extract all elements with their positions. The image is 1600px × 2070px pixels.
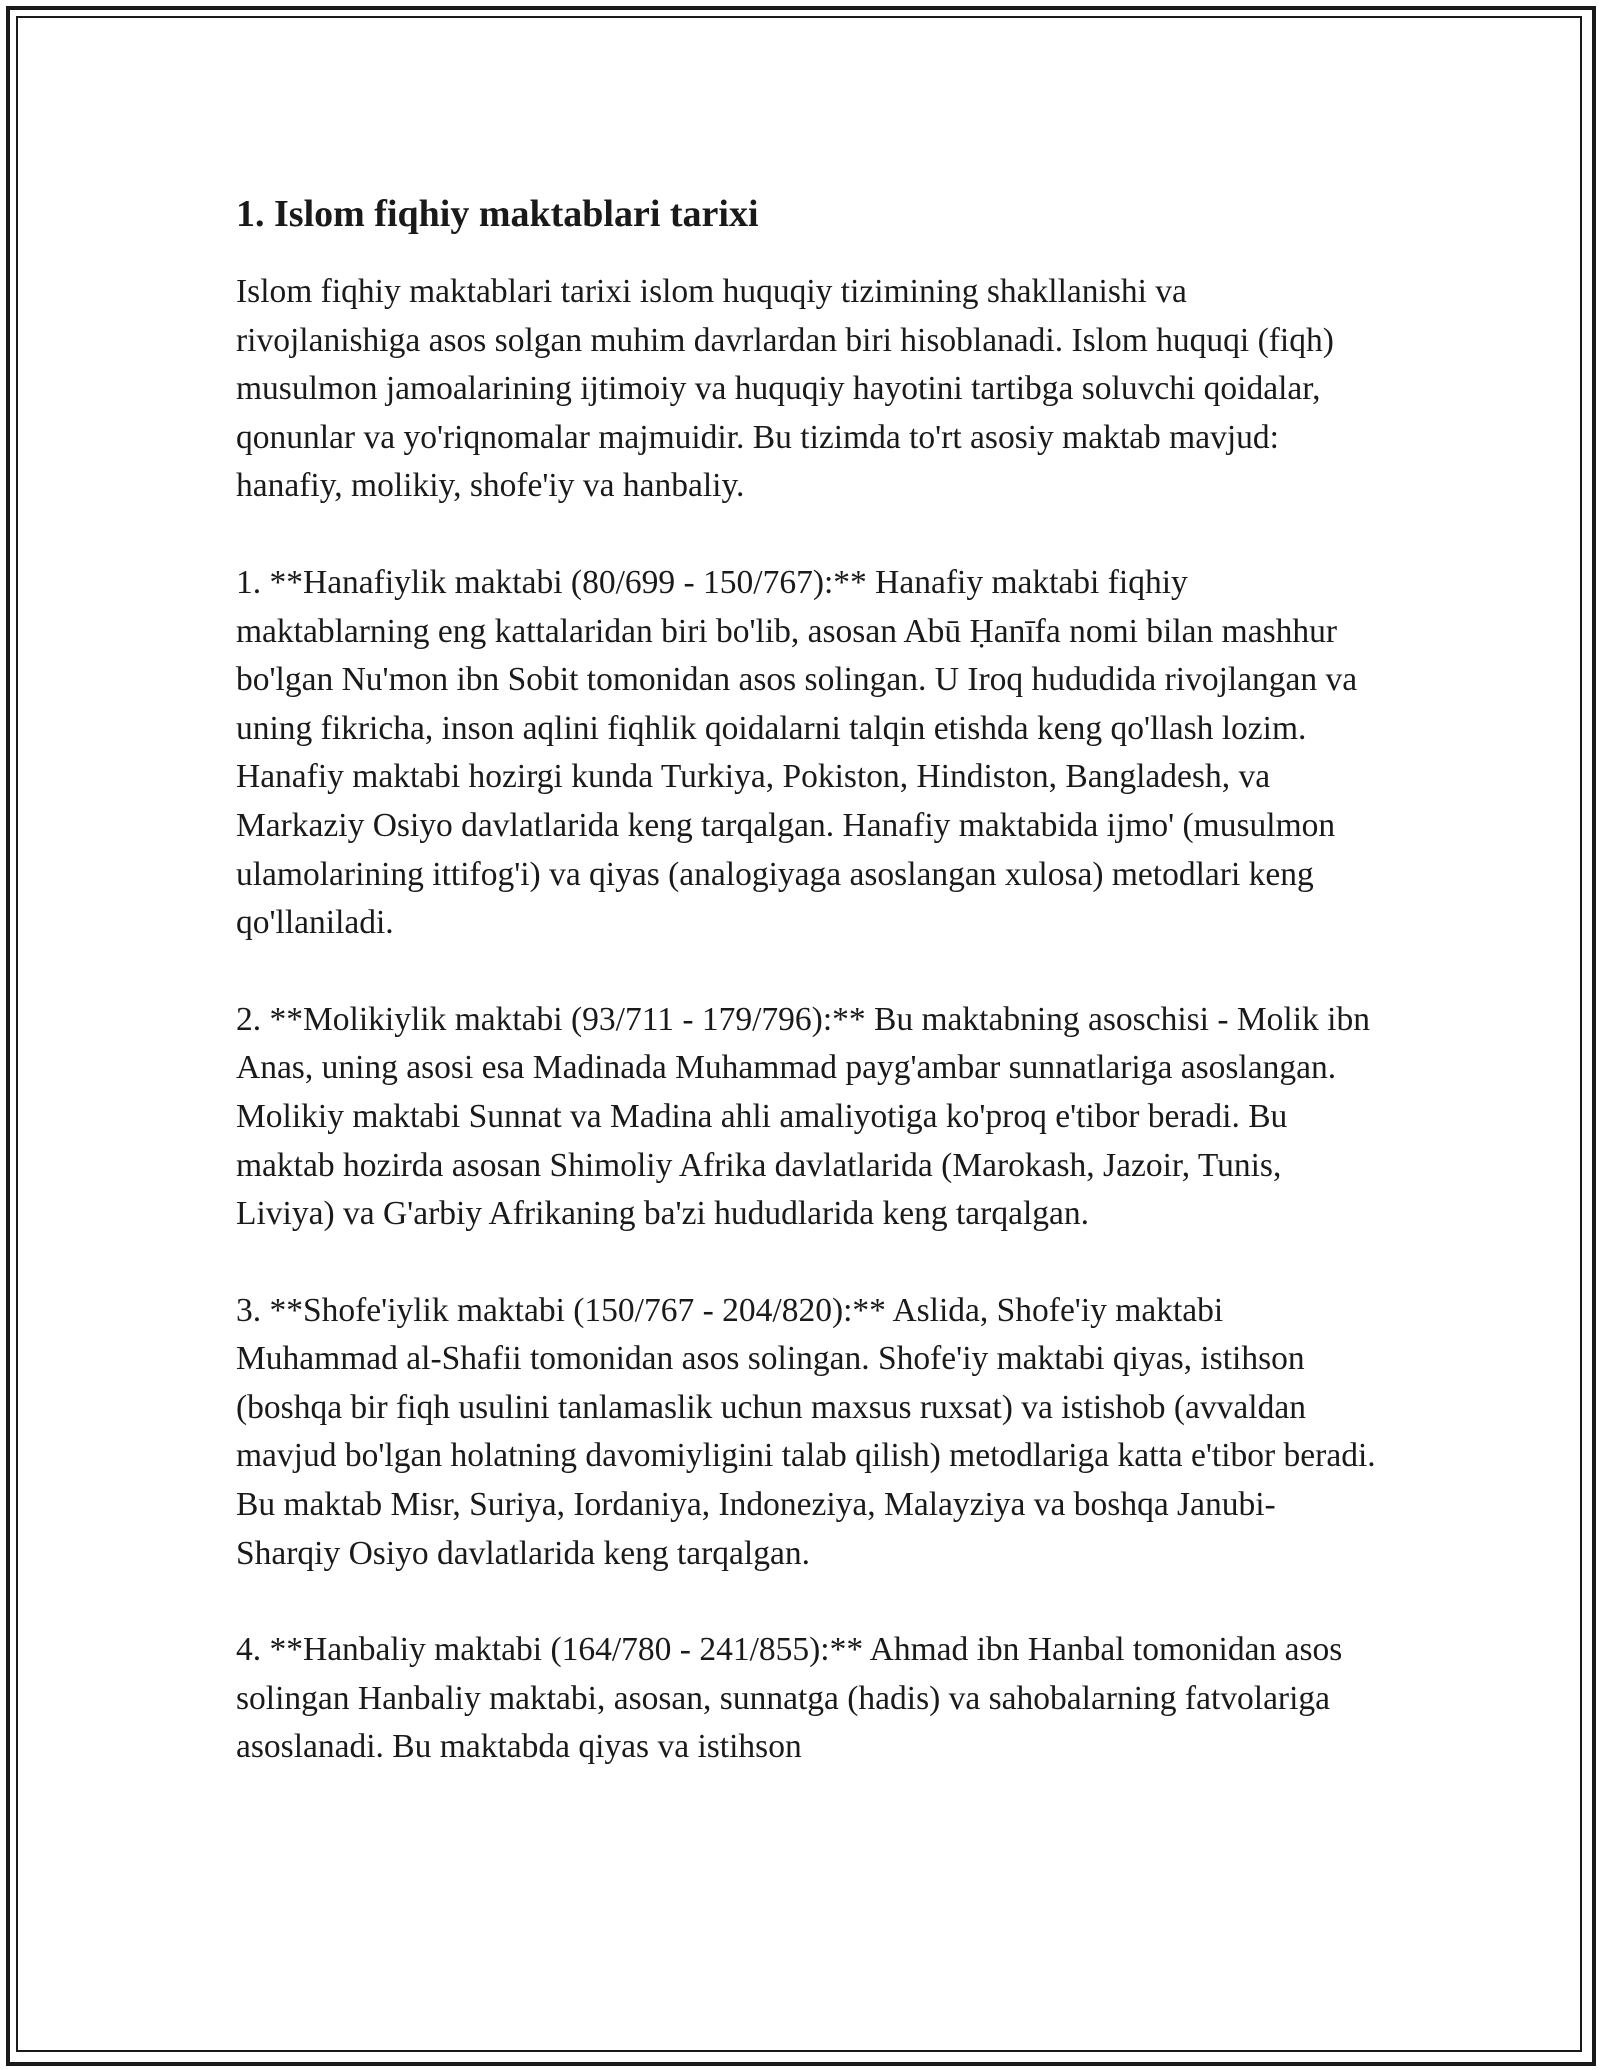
hanbali-paragraph: 4. **Hanbaliy maktabi (164/780 - 241/855):** Ahmad ibn Hanbal tomonidan asos solingan Hanbaliy maktabi, asosan, sunnatga (hadis) va sahobalarning fatvolariga asoslanadi. Bu maktabda qiyas va istihson [236,1631,1343,1766]
maliki-paragraph: 2. **Molikiylik maktabi (93/711 - 179/796):** Bu maktabning asoschisi - Molik ibn Anas, uning asosi esa Madinada Muhammad payg'ambar sunnatlariga asoslangan. Molikiy maktabi Sunnat va Madina ahli amaliyotiga ko'proq e'tibor beradi. Bu maktab hozirda asosan Shimoliy Afrika davlatlarida (Marokash, Jazoir, Tunis, Liviya) va G'arbiy Afrikaning ba'zi hududlarida keng tarqalgan. [236,1000,1370,1233]
intro-paragraph: Islom fiqhiy maktablari tarixi islom huquqiy tizimining shakllanishi va rivojlanishiga asos solgan muhim davrlardan biri hisoblanadi. Islom huquqi (fiqh) musulmon jamoalarining ijtimoiy va huquqiy hayotini tartibga soluvchi qoidalar, qonunlar va yo'riqnomalar majmuidir. Bu tizimda to'rt asosiy maktab mavjud: hanafiy, molikiy, shofe'iy va hanbaliy. [236,273,1334,505]
document-body [236,188,1376,1772]
hanafi-paragraph: 1. **Hanafiylik maktabi (80/699 - 150/767):** Hanafiy maktabi fiqhiy maktablarning eng kattalaridan biri bo'lib, asosan Abū Ḥanīfa nomi bilan mashhur bo'lgan Nu'mon ibn Sobit tomonidan asos solingan. U Iroq hududida rivojlangan va uning fikricha, inson aqlini fiqhlik qoidalarni talqin etishda keng qo'llash lozim. Hanafiy maktabi hozirgi kunda Turkiya, Pokiston, Hindiston, Bangladesh, va Markaziy Osiyo davlatlarida keng tarqalgan. Hanafiy maktabida ijmo' (musulmon ulamolarining ittifog'i) va qiyas (analogiyaga asoslangan xulosa) metodlari keng qo'llaniladi. [236,563,1358,942]
shafii-paragraph: 3. **Shofe'iylik maktabi (150/767 - 204/820):** Aslida, Shofe'iy maktabi Muhammad al-Shafii tomonidan asos solingan. Shofe'iy maktabi qiyas, istihson (boshqa bir fiqh usulini tanlamaslik uchun maxsus ruxsat) va istishob (avvaldan mavjud bo'lgan holatning davomiyligini talab qilish) metodlariga katta e'tibor beradi. Bu maktab Misr, Suriya, Iordaniya, Indoneziya, Malayziya va boshqa Janubi-Sharqiy Osiyo davlatlarida keng tarqalgan. [236,1291,1376,1572]
section-heading: 1. Islom fiqhiy maktablari tarixi [236,193,759,235]
